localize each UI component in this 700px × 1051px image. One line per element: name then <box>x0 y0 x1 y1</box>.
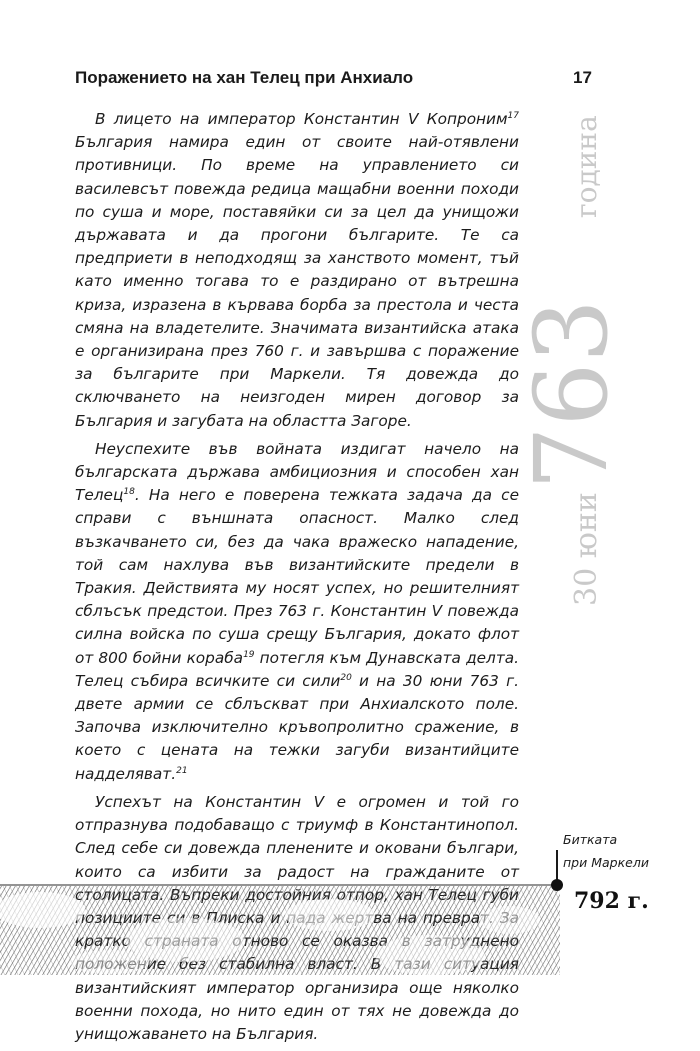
paragraph-2-text-c: потегля към Дунавската делта. Телец събира всичките си сили <box>75 648 519 690</box>
footnote-ref-19[interactable]: 19 <box>243 649 255 660</box>
footnote-ref-17[interactable]: 17 <box>507 110 519 121</box>
paragraph-1-text-a: В лицето на император Константин V Копроним <box>95 110 508 128</box>
paragraph-2-text-d: и на 30 юни 763 г. двете армии се сблъскват при Анхиалското поле. Започва изключително кръвопролитно сражение, в което с цената на тежки загуби византийците надделяват. <box>75 671 519 783</box>
footnote-ref-21[interactable]: 21 <box>176 765 188 776</box>
paragraph-3: Успехът на Константин V е огромен и той го отпразнува подобаващо с триумф в Константинопол. След себе си довежда пленените и оковани българи, които са избити за радост на гражданите от византийският император организира още няколко военни похода, но нито един от тях не довежда до унищожаването на България. <box>75 792 519 1043</box>
footnote-ref-20[interactable]: 20 <box>340 672 352 683</box>
timeline-note-line-2: при Маркели <box>563 855 649 870</box>
timeline-line <box>556 850 558 882</box>
side-date-year: 763 <box>513 299 630 490</box>
footnote-ref-18[interactable]: 18 <box>123 487 135 498</box>
side-date-day-month: 30 юни <box>569 492 604 606</box>
timeline-dot <box>551 879 563 891</box>
timeline-note <box>563 828 683 874</box>
timeline-note-line-1: Битката <box>563 832 618 847</box>
page-number: 17 <box>573 68 592 87</box>
paragraph-2-text-b: . На него е поверена тежката задача да се справи с външната опасност. Малко след възкачването си, без да чака вражеско нападение, той сам нахлува във византийските предели в Тракия. Действията му носят успех, но решителният сблъсък предстои. През 763 г. Константин V повежда силна войска по суша срещу България, докато флот от 800 бойни кораба <box>75 486 519 667</box>
paragraph-1 <box>75 108 519 433</box>
paragraph-1-text-b: България намира един от своите най-отявлени противници. По време на управлението си василевсът повежда редица мащабни военни походи по суша и море, поставяйки си за цел да унищожи държавата и да прогони българите. Те са предприети в неподходящ за ханството момент, тъй като именно тогава то е раздирано от вътрешна криза, изразена в кървава борба за престола и честа смяна на владетелите. Значимата византийска атака е организирана през 760 г. и завършва с поражение за българите при Маркели. Тя довежда до сключването на неизгоден мирен договор за България и загубата на областта Загоре. <box>75 133 519 430</box>
side-date-word: година <box>570 115 603 218</box>
timeline-year: 792 г. <box>574 888 649 914</box>
paragraph-2-text-a: Неуспехите във войната издигат начело на българската държава амбициозния и способен хан Телец <box>75 439 519 505</box>
paragraph-2 <box>75 438 519 786</box>
chapter-title: Поражението на хан Телец при Анхиало <box>75 68 414 87</box>
